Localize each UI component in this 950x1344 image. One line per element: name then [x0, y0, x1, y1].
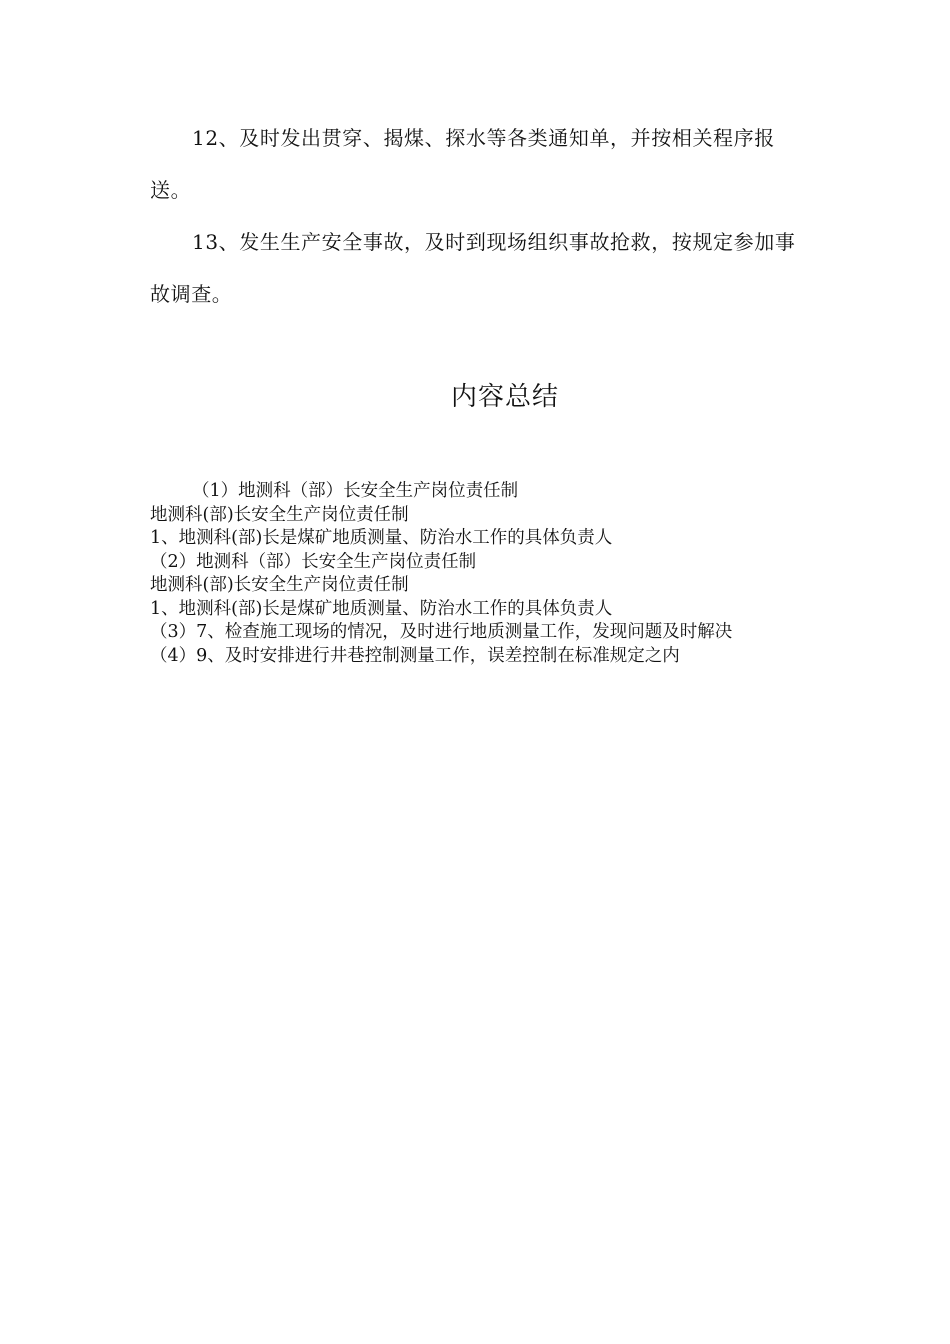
- paragraph-text: 12、及时发出贯穿、揭煤、探水等各类通知单，并按相关程序报送。: [150, 126, 775, 202]
- summary-line: 地测科(部)长安全生产岗位责任制: [150, 504, 409, 525]
- summary-line: 1、地测科(部)长是煤矿地质测量、防治水工作的具体负责人: [150, 528, 613, 548]
- paragraph-text: 13、发生生产安全事故，及时到现场组织事故抢救，按规定参加事故调查。: [150, 230, 796, 306]
- summary-line: 地测科(部)长安全生产岗位责任制: [150, 575, 409, 595]
- summary-line: （1）地测科（部）长安全生产岗位责任制: [192, 481, 519, 501]
- summary-heading: 内容总结: [450, 382, 559, 412]
- summary-line: （4）9、及时安排进行井巷控制测量工作，误差控制在标准规定之内: [150, 645, 680, 666]
- summary-list: [150, 480, 800, 668]
- body-paragraph-13: [150, 216, 800, 320]
- summary-line: （3）7、检查施工现场的情况，及时进行地质测量工作，发现问题及时解决: [150, 622, 733, 642]
- summary-line: （2）地测科（部）长安全生产岗位责任制: [150, 551, 477, 572]
- summary-line: 1、地测科(部)长是煤矿地质测量、防治水工作的具体负责人: [150, 598, 613, 619]
- body-paragraph-12: [150, 112, 800, 216]
